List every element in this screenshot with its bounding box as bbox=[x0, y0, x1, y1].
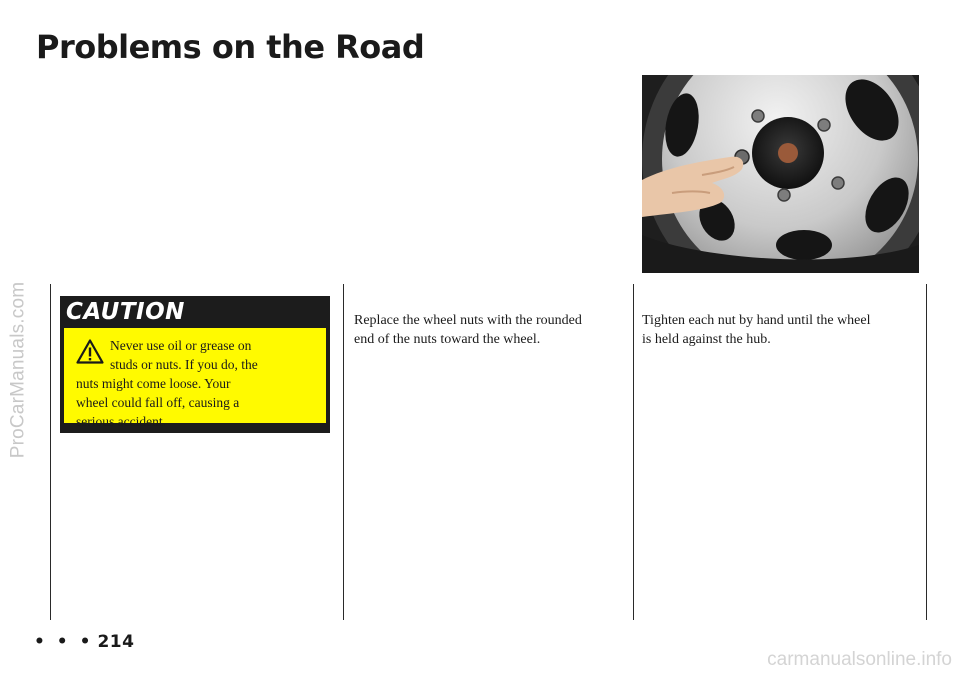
page-number bbox=[34, 632, 134, 652]
page-title: Problems on the Road bbox=[36, 28, 425, 66]
right-column-line: Tighten each nut by hand until the wheel bbox=[642, 313, 871, 328]
caution-line: studs or nuts. If you do, the bbox=[110, 357, 258, 372]
wheel-nut-photo bbox=[642, 75, 919, 273]
warning-triangle-icon bbox=[76, 339, 104, 364]
footer-watermark: carmanualsonline.info bbox=[767, 649, 952, 670]
caution-box bbox=[60, 296, 330, 433]
side-watermark-text: ProCarManuals.com bbox=[7, 281, 29, 459]
page-number-value: 214 bbox=[97, 632, 135, 652]
middle-column-line: Replace the wheel nuts with the rounded bbox=[354, 313, 582, 328]
column-rule-right-b bbox=[926, 284, 927, 620]
column-rule-left bbox=[50, 284, 51, 620]
caution-panel bbox=[64, 328, 326, 429]
caution-line: serious accident. bbox=[76, 414, 166, 429]
middle-column-line: end of the nuts toward the wheel. bbox=[354, 332, 541, 347]
column-rule-right-a bbox=[633, 284, 634, 620]
page-number-dots: • • • bbox=[34, 632, 94, 652]
right-column-text bbox=[642, 311, 871, 349]
caution-line: wheel could fall off, causing a bbox=[76, 395, 240, 410]
caution-heading: CAUTION bbox=[66, 299, 185, 325]
side-watermark bbox=[4, 210, 32, 530]
column-rule-middle bbox=[343, 284, 344, 620]
middle-column-text bbox=[354, 311, 582, 349]
caution-line: nuts might come loose. Your bbox=[76, 376, 231, 391]
caution-line: Never use oil or grease on bbox=[110, 338, 252, 353]
right-column-line: is held against the hub. bbox=[642, 332, 771, 347]
